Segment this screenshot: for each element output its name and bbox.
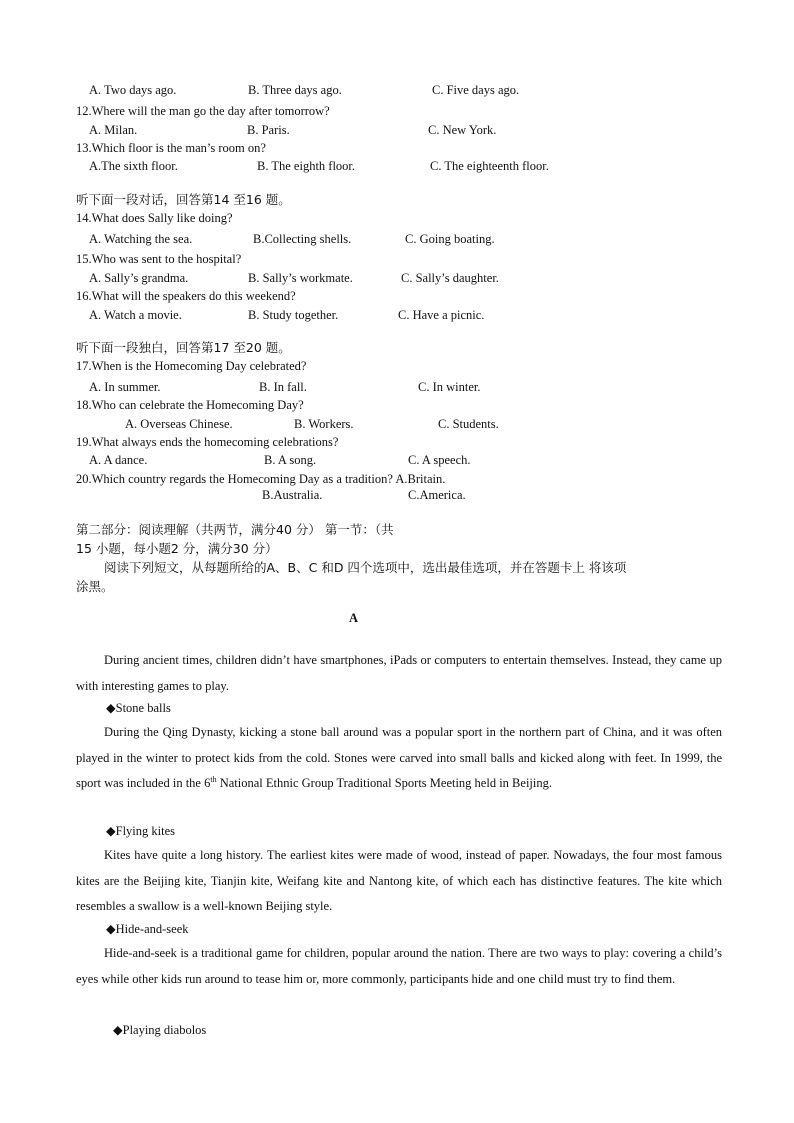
q14-stem: 14.What does Sally like doing?: [76, 211, 233, 225]
instruction-17-20: 听下面一段独白，回答第17 至20 题。: [76, 340, 291, 355]
q13-option-b: B. The eighth floor.: [257, 159, 356, 173]
paragraph-hide-and-seek: Hide-and-seek is a traditional game for children, popular around the nation. There are two ways to play: covering a child’s eyes while other kids run around to tease him or, more commonly, participants hide and one child must try to find them.: [76, 946, 722, 986]
q13-stem: 13.Which floor is the man’s room on?: [76, 141, 266, 155]
q20-option-c: C.America.: [408, 488, 466, 502]
q18-option-c: C. Students.: [438, 417, 499, 431]
q15-option-b: B. Sally’s workmate.: [248, 271, 353, 285]
heading-playing-diabolos: ◆Playing diabolos: [113, 1023, 207, 1037]
q14-option-b: B.Collecting shells.: [253, 232, 352, 246]
reading-instruction-line2: 涂黑。: [76, 579, 114, 594]
q16-option-a: A. Watch a movie.: [89, 308, 182, 322]
q15-option-c: C. Sally’s daughter.: [401, 271, 499, 285]
q17-stem: 17.When is the Homecoming Day celebrated?: [76, 359, 307, 373]
q19-option-c: C. A speech.: [408, 453, 471, 467]
heading-stone-balls: ◆Stone balls: [106, 701, 171, 715]
q14-option-a: A. Watching the sea.: [89, 232, 193, 246]
q17-option-c: C. In winter.: [418, 380, 481, 394]
q18-stem: 18.Who can celebrate the Homecoming Day?: [76, 398, 304, 412]
reading-instruction-line1: 阅读下列短文，从每题所给的A、B、C 和D 四个选项中，选出最佳选项，并在答题卡上 将该项: [104, 560, 627, 575]
q17-option-a: A. In summer.: [89, 380, 161, 394]
q11-option-b: B. Three days ago.: [248, 83, 342, 97]
q19-option-a: A. A dance.: [89, 453, 148, 467]
paragraph-stone-balls: [76, 720, 722, 797]
passage-intro: During ancient times, children didn’t have smartphones, iPads or computers to entertain themselves. Instead, they came up with interesting games to play.: [76, 653, 722, 693]
paragraph-stone-balls-text-end: National Ethnic Group Traditional Sports Meeting held in Beijing.: [216, 776, 552, 790]
q16-option-c: C. Have a picnic.: [398, 308, 485, 322]
q15-stem: 15.Who was sent to the hospital?: [76, 252, 242, 266]
q11-option-c: C. Five days ago.: [432, 83, 520, 97]
paragraph-stone-balls-text: During the Qing Dynasty, kicking a stone ball around was a popular sport in the northern part of China, and it was often played in the winter to protect kids from the cold. Stones were carved into small balls and kicked along with feet. In 1999, the sport was included in the 6: [76, 725, 722, 790]
q20-stem: 20.Which country regards the Homecoming Day as a tradition? A.Britain.: [76, 472, 446, 486]
q13-option-a: A.The sixth floor.: [89, 159, 178, 173]
q20-option-b: B.Australia.: [262, 488, 323, 502]
paragraph-flying-kites: Kites have quite a long history. The earliest kites were made of wood, instead of paper. Nowadays, the four most famous kites are the Beijing kite, Tianjin kite, Weifang kite and Nantong kite, of which each has distinctive features. The kite which resembles a swallow is a well-known Beijing style.: [76, 848, 722, 913]
q17-option-b: B. In fall.: [259, 380, 307, 394]
q19-option-b: B. A song.: [264, 453, 317, 467]
q18-option-a: A. Overseas Chinese.: [125, 417, 233, 431]
passage-label: A: [349, 611, 359, 625]
q12-option-c: C. New York.: [428, 123, 497, 137]
q16-option-b: B. Study together.: [248, 308, 339, 322]
q15-option-a: A. Sally’s grandma.: [89, 271, 189, 285]
instruction-14-16: 听下面一段对话，回答第14 至16 题。: [76, 192, 291, 207]
q11-option-a: A. Two days ago.: [89, 83, 177, 97]
superscript-th: th: [210, 774, 217, 784]
q18-option-b: B. Workers.: [294, 417, 354, 431]
part2-heading-line2: 15 小题，每小题2 分，满分30 分）: [76, 541, 278, 556]
heading-hide-and-seek: ◆Hide-and-seek: [106, 922, 189, 936]
q13-option-c: C. The eighteenth floor.: [430, 159, 549, 173]
q12-option-b: B. Paris.: [247, 123, 290, 137]
q19-stem: 19.What always ends the homecoming celebrations?: [76, 435, 339, 449]
part2-heading-line1: 第二部分：阅读理解（共两节，满分40 分） 第一节：（共: [76, 522, 394, 537]
heading-flying-kites: ◆Flying kites: [106, 824, 175, 838]
q14-option-c: C. Going boating.: [405, 232, 495, 246]
q12-stem: 12.Where will the man go the day after tomorrow?: [76, 104, 330, 118]
q12-option-a: A. Milan.: [89, 123, 138, 137]
q16-stem: 16.What will the speakers do this weekend?: [76, 289, 296, 303]
